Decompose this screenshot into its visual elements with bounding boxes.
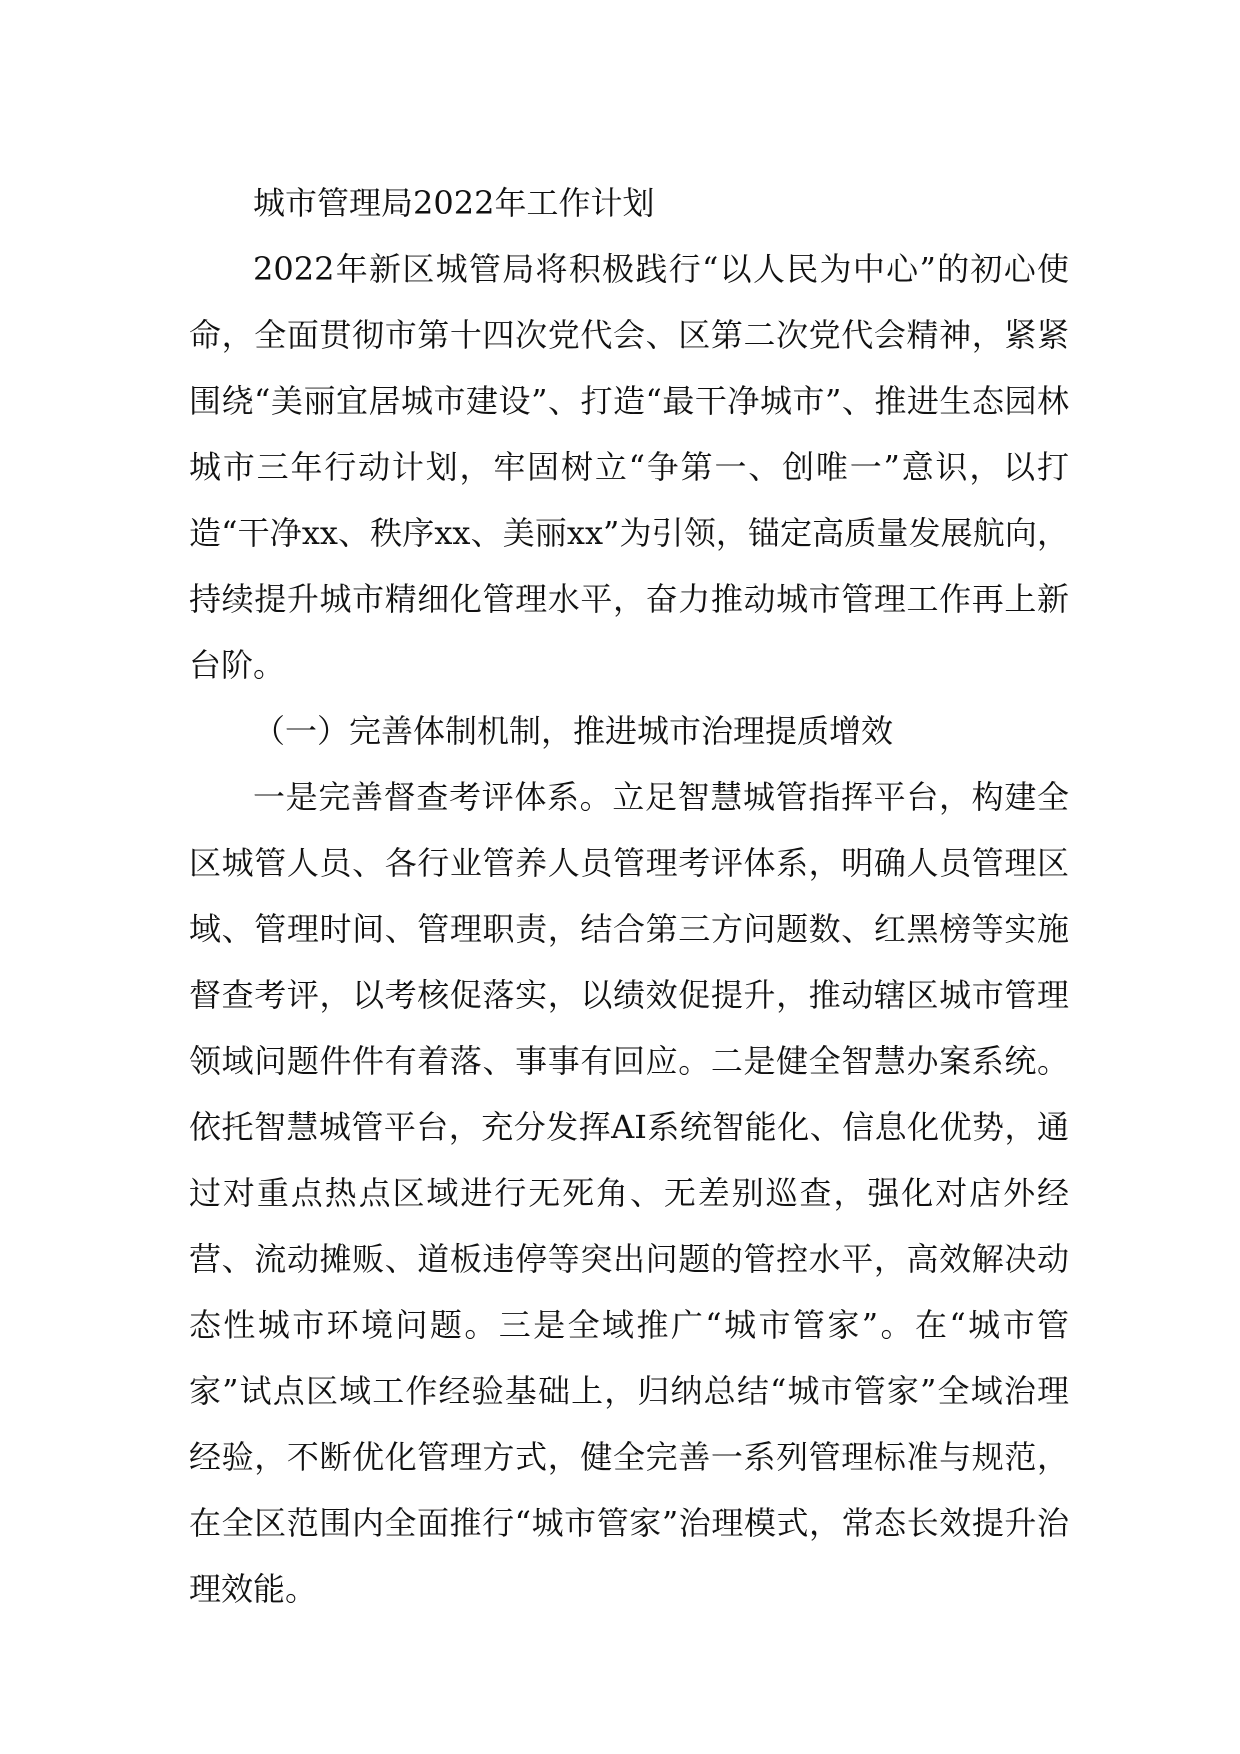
intro-paragraph: 2022年新区城管局将积极践行“以人民为中心”的初心使命，全面贯彻市第十四次党代会、区第二次党代会精神，紧紧围绕“美丽宜居城市建设”、打造“最干净城市”、推进生态园林城市三年行动计划，牢固树立“争第一、创唯一”意识，以打造“干净xx、秩序xx、美丽xx”为引领，锚定高质量发展航向，持续提升城市精细化管理水平，奋力推动城市管理工作再上新台阶。 xyxy=(189,250,1069,684)
section-body-paragraph: 一是完善督查考评体系。立足智慧城管指挥平台，构建全区城管人员、各行业管养人员管理考评体系，明确人员管理区域、管理时间、管理职责，结合第三方问题数、红黑榜等实施督查考评，以考核促落实，以绩效促提升，推动辖区城市管理领域问题件件有着落、事事有回应。二是健全智慧办案系统。依托智慧城管平台，充分发挥AI系统智能化、信息化优势，通过对重点热点区域进行无死角、无差别巡查，强化对店外经营、流动摊贩、道板违停等突出问题的管控水平，高效解决动态性城市环境问题。三是全域推广“城市管家”。在“城市管家”试点区域工作经验基础上，归纳总结“城市管家”全域治理经验，不断优化管理方式，健全完善一系列管理标准与规范，在全区范围内全面推行“城市管家”治理模式，常态长效提升治理效能。 xyxy=(189,778,1069,1608)
section-heading: （一）完善体制机制，推进城市治理提质增效 xyxy=(253,712,894,750)
document-title: 城市管理局2022年工作计划 xyxy=(253,184,655,222)
document-body xyxy=(189,170,1069,1622)
